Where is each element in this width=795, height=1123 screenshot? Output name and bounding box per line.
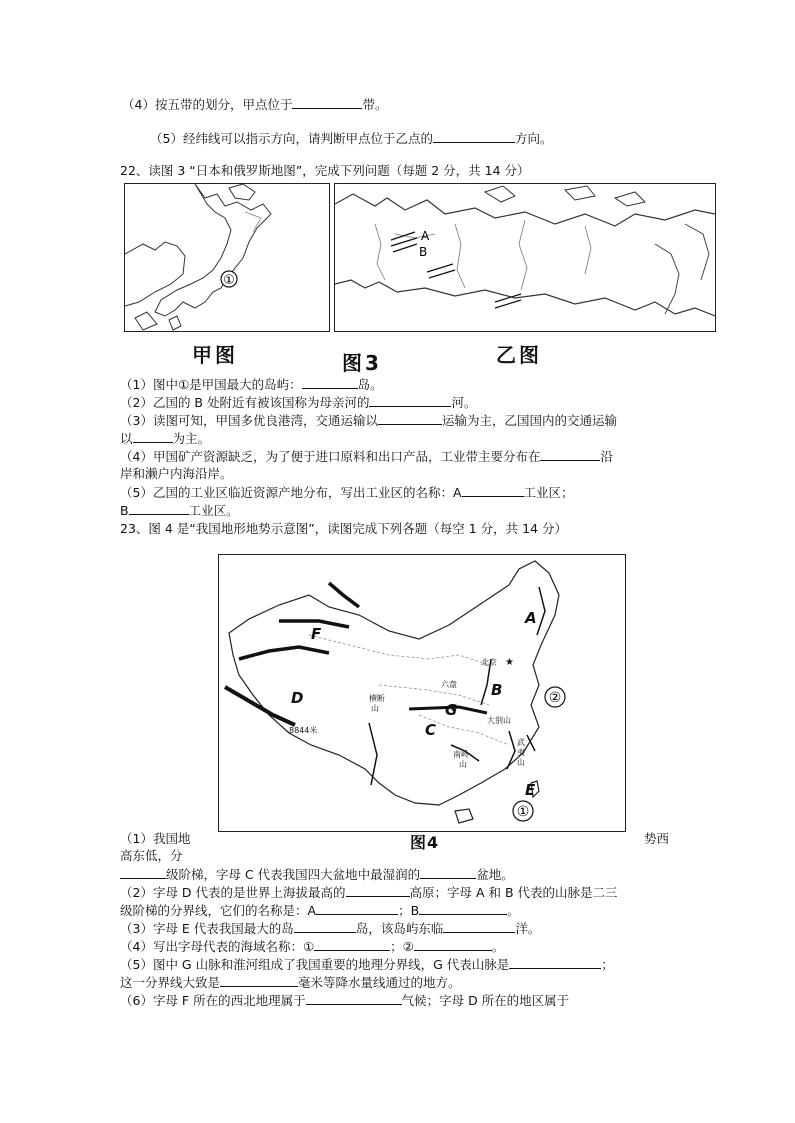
answer-blank[interactable] <box>346 884 410 897</box>
answer-blank[interactable] <box>220 974 298 987</box>
q21-item4-text: （4）按五带的划分，甲点位于 <box>122 97 293 112</box>
answer-blank[interactable] <box>302 376 358 389</box>
answer-blank[interactable] <box>292 96 362 109</box>
label-g: G <box>445 701 458 719</box>
q23-item5-cont: 这一分界线大致是 毫米等降水量线通过的地方。 <box>120 975 461 990</box>
map-japan <box>124 183 330 332</box>
q22-item3: （3）读图可知，甲国多优良港湾，交通运输以 运输为主，乙国国内的交通运输 <box>120 413 617 428</box>
hainan-island <box>455 809 473 823</box>
japan-map-graphic <box>125 184 329 331</box>
wuyi-label-3: 山 <box>517 758 525 767</box>
sea-1-label: ① <box>516 804 530 820</box>
answer-blank[interactable] <box>316 902 398 915</box>
label-a: A <box>525 609 537 627</box>
q23-item1-line3: 级阶梯，字母 C 代表我国四大盆地中最湿润的 盆地。 <box>120 866 514 883</box>
hengduan-label-1: 横断 <box>369 694 385 703</box>
map-china <box>218 554 626 832</box>
answer-blank[interactable] <box>509 956 601 969</box>
q23-item1-line2: 高东低，分 <box>120 848 183 863</box>
answer-blank[interactable] <box>419 902 507 915</box>
industrial-area-a <box>391 232 417 252</box>
answer-blank[interactable] <box>294 920 356 933</box>
wuyi-label-2: 夷 <box>517 748 525 757</box>
q22-item3-cont: 以 为主。 <box>120 431 211 446</box>
q22-item2: （2）乙国的 B 处附近有被该国称为母亲河的 河。 <box>120 395 477 410</box>
figure-4-caption: 图4 <box>410 833 440 852</box>
q23-item2-cont: 级阶梯的分界线，它们的名称是：A ；B 。 <box>120 903 520 918</box>
answer-blank[interactable] <box>414 938 492 951</box>
answer-blank[interactable] <box>314 938 390 951</box>
china-map-graphic <box>219 555 625 831</box>
q21-item5-text: （5）经纬线可以指示方向，请判断甲点位于乙点的 <box>150 131 433 146</box>
caption-jia: 甲图 <box>192 343 238 367</box>
label-b: B <box>491 681 503 699</box>
q21-item4-end: 带。 <box>362 97 388 112</box>
q23-header: 23、图 4 是“我国地形地势示意图”，读图完成下列各题（每空 1 分，共 14 分） <box>120 521 568 536</box>
marker-1-label: ① <box>223 273 235 288</box>
q22-item5: （5）乙国的工业区临近资源产地分布，写出工业区的名称：A 工业区； <box>120 485 574 500</box>
q21-item5 <box>150 130 552 147</box>
answer-blank[interactable] <box>369 394 451 407</box>
map-russia <box>334 183 716 332</box>
nanling-label-1: 南岭 <box>453 750 469 759</box>
q23-item4: （4）写出字母代表的海域名称：① ；② 。 <box>120 939 505 954</box>
caption-yi: 乙图 <box>496 343 542 367</box>
answer-blank[interactable] <box>433 130 515 143</box>
q22-item4: （4）甲国矿产资源缺乏，为了便于进口原料和出口产品，工业带主要分布在 沿 <box>120 449 613 464</box>
q22-header: 22、读图 3 “日本和俄罗斯地图”，完成下列问题（每题 2 分，共 14 分） <box>120 163 530 178</box>
q22-item4-cont: 岸和濑户内海沿岸。 <box>120 466 233 481</box>
q22-item1: （1）图中①是甲国最大的岛屿： 岛。 <box>120 377 383 392</box>
q23-item6: （6）字母 F 所在的西北地理属于 气候；字母 D 所在的地区属于 <box>120 993 570 1008</box>
answer-blank[interactable] <box>443 920 515 933</box>
q22-item5-cont: B 工业区。 <box>120 503 239 518</box>
q23-item2: （2）字母 D 代表的是世界上海拔最高的 高原；字母 A 和 B 代表的山脉是二三 <box>120 885 618 900</box>
wuyi-label-1: 武 <box>517 738 525 747</box>
peak-label: 8844米 <box>289 726 318 735</box>
hengduan-label-2: 山 <box>371 704 379 713</box>
label-e: E <box>525 781 536 799</box>
answer-blank[interactable] <box>540 448 600 461</box>
answer-blank[interactable] <box>120 866 166 879</box>
label-c: C <box>425 721 437 739</box>
answer-blank[interactable] <box>378 412 442 425</box>
label-b: B <box>419 245 428 259</box>
liupan-label: 六盘 <box>441 680 457 689</box>
q23-item3: （3）字母 E 代表我国最大的岛 岛，该岛屿东临 洋。 <box>120 921 541 936</box>
label-d: D <box>291 689 304 707</box>
industrial-area-b <box>427 264 455 278</box>
label-f: F <box>311 625 322 643</box>
q23-item1-right: 势西 <box>644 831 670 846</box>
russia-map-graphic <box>335 184 715 331</box>
answer-blank[interactable] <box>462 484 524 497</box>
answer-blank[interactable] <box>129 502 189 515</box>
nanling-label-2: 山 <box>459 760 467 769</box>
q21-item5-end: 方向。 <box>514 131 553 146</box>
q23-item5: （5）图中 G 山脉和淮河组成了我国重要的地理分界线，G 代表山脉是 ； <box>120 957 614 972</box>
beijing-label: 北京 <box>481 658 497 667</box>
label-a: A <box>421 229 430 243</box>
capital-star-icon: ★ <box>505 657 514 668</box>
dabie-label: 大别山 <box>487 716 511 725</box>
q23-item1-left: （1）我国地 <box>120 831 191 846</box>
answer-blank[interactable] <box>420 866 476 879</box>
sea-2-label: ② <box>548 690 562 706</box>
answer-blank[interactable] <box>133 430 173 443</box>
answer-blank[interactable] <box>306 992 402 1005</box>
figure-3-caption: 图3 <box>342 351 382 375</box>
q21-item4 <box>122 96 387 113</box>
